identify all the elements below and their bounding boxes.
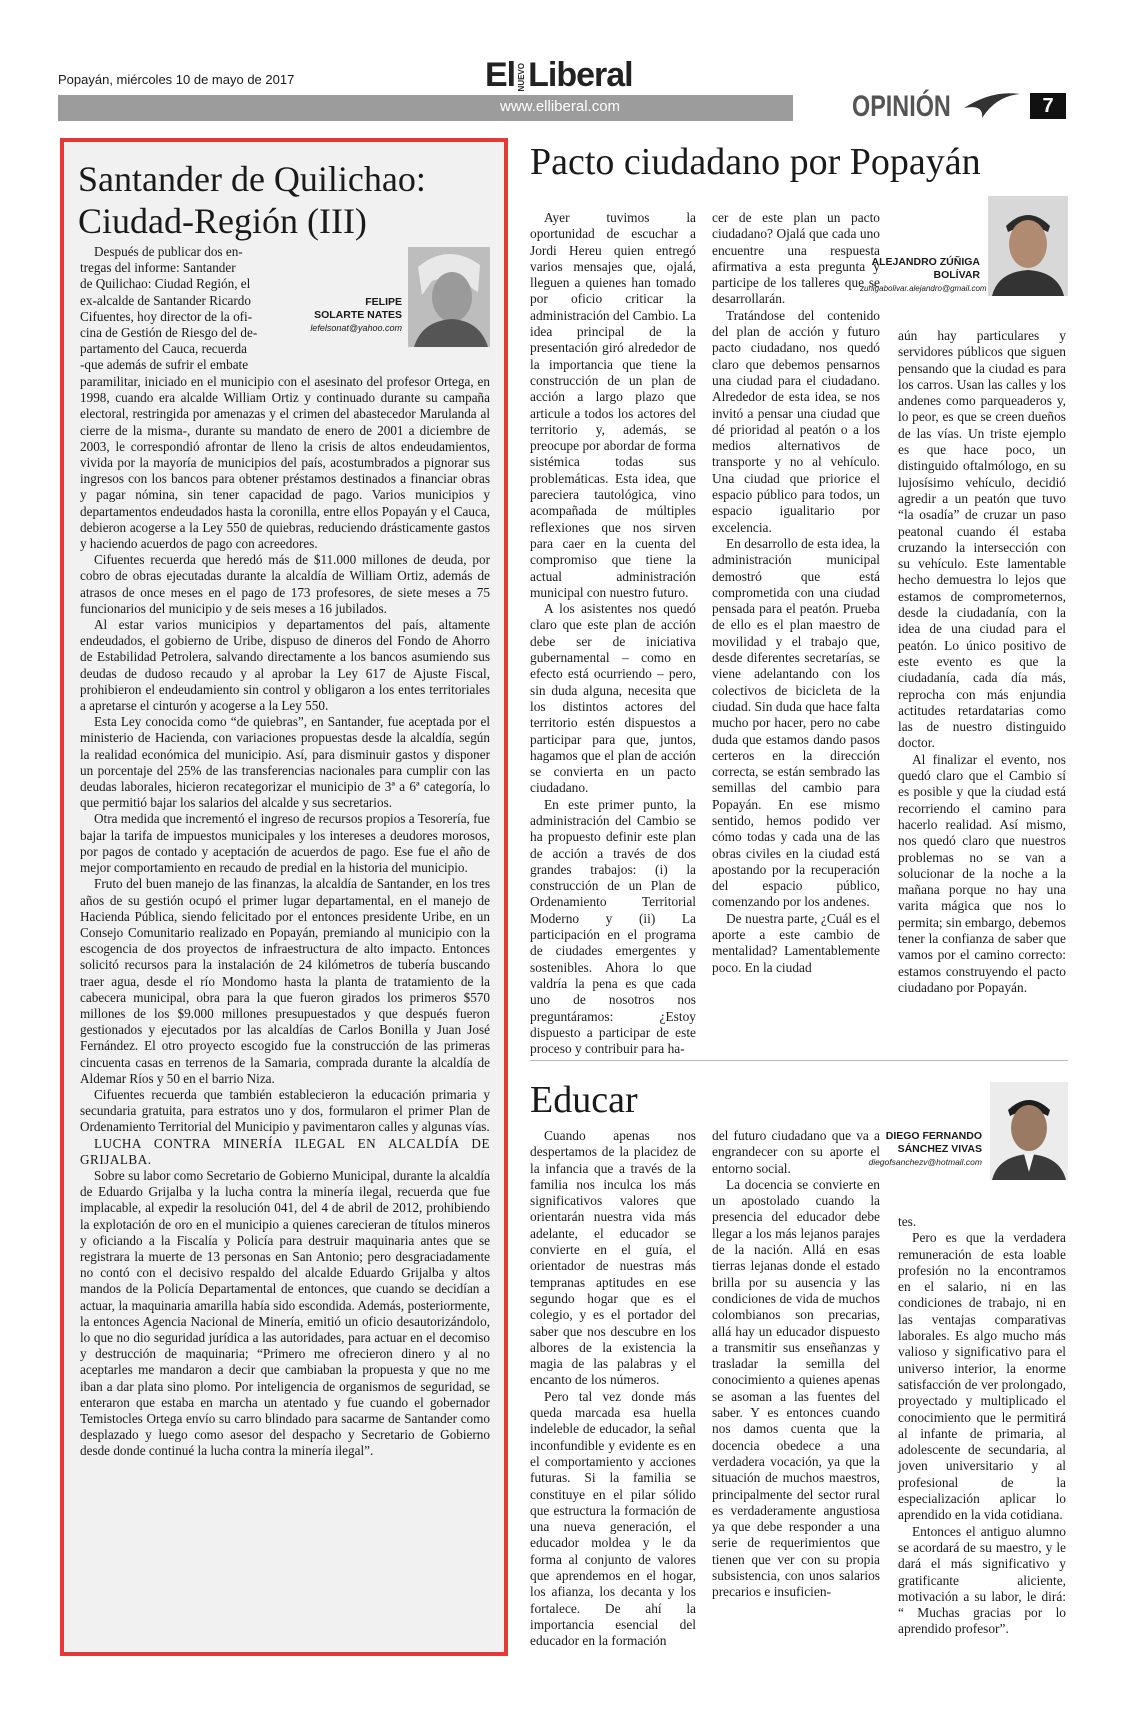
paragraph: del futuro ciudadano que va a engrandecer con su aporte el entorno social. — [712, 1128, 880, 1176]
section-label: OPINIÓN — [852, 90, 951, 123]
logo-liberal: Liberal — [528, 56, 633, 94]
paragraph: Entonces el antiguo alumno se acordará de su maestro, y le dará el más significativo y gratificante aliciente, motivación a su labor, le dirá: “ Muchas gracias por lo aprendido profesor”. — [898, 1523, 1066, 1637]
paragraph: cer de este plan un pacto ciudadano? Ojalá que cada uno encuentre una respuesta afirmativa a esta pregunta y participe de los talleres que se desarrollarán. — [712, 210, 880, 307]
intro-line: tregas del informe: Santander — [80, 260, 236, 276]
intro-line: ex-alcalde de Santander Ricardo — [80, 292, 251, 308]
website-url: www.elliberal.com — [500, 98, 621, 115]
author-name: ALEJANDRO ZÚÑIGA — [871, 256, 980, 268]
page-number: 7 — [1030, 93, 1066, 119]
educar-article-title: Educar — [530, 1079, 638, 1121]
author-photo — [408, 247, 490, 347]
paragraph: Tratándose del contenido del plan de acción y futuro pacto ciudadano, nos quedó claro que debemos pensarnos una ciudad para el ciudadano. Alrededor de esta idea, se nos invitó a pensar una ciudad que dé prioridad al peatón o a los medios alternativos de transporte y no al vehículo. Una ciudad que priorice el espacio público para todos, un espacio igualitario por excelencia. — [712, 307, 880, 535]
paragraph: Otra medida que incrementó el ingreso de recursos propios a Tesorería, fue bajar la tarifa de impuestos municipales y los intereses a deudores morosos, por pagos de contado y aceptación de acuerdos de pago. Ese fue el año de mejor comportamiento en recaudo de predial en la historia del municipio. — [80, 811, 490, 876]
intro-line: cina de Gestión de Riesgo del de- — [80, 325, 258, 341]
logo-el: El — [485, 56, 516, 94]
paragraph: paramilitar, iniciado en el municipio con el asesinato del profesor Ortega, en 1998, cuando era alcalde William Ortiz y continuado durante su campaña electoral, restringida por amenazas y el crimen del abastecedor Marulanda al cierre de la misma-, durante su mandato de enero de 2001 a diciembre de 2003, le correspondió afrontar de lleno la crisis de altos endeudamientos, vivida por la mayoría de municipios del país, acostumbrados a pignorar sus ingresos con los bancos para obtener préstamos destinados a financiar obras y pagar nómina, sin tener capacidad de pago. Varios municipios y departamentos endeudados hasta la coronilla, entre ellos Popayán y el Cauca, debieron acogerse a la Ley 550 de quiebras, reduciendo drásticamente gastos y haciendo acuerdos de pago con acreedores. — [80, 374, 490, 552]
author-name: SÁNCHEZ VIVAS — [897, 1143, 982, 1155]
author-name: SOLARTE NATES — [314, 309, 402, 321]
author-name: DIEGO FERNANDO — [885, 1130, 982, 1142]
pacto-column-1 — [530, 210, 696, 1057]
paragraph: Fruto del buen manejo de las finanzas, la alcaldía de Santander, en los tres años de su gestión ocupó el primer lugar departamental, en el manejo de Hacienda Pública, siendo felicitado por el entonces presidente Uribe, en un Consejo Comunitario realizado en Popayán, premiando al municipio con la escogencia de dos proyectos de infraestructura de alto impacto. Entonces solicitó recursos para la instalación de 24 kilómetros de tubería buscando traer agua, desde el río Mondomo hasta la planta de tratamiento de la cabecera municipal, obra para la que fueron girados los primeros $570 millones de los $9.000 millones presupuestados y que después fueron gestionados y ejecutados por las alcaldías de Carlos Bonilla y Juan José Fernández. El otro proyecto escogido fue la construcción de las primeras cincuenta casas en terrenos de la Samaria, comprada durante la alcaldía de Aldemar Ríos y 50 en el barrio Niza. — [80, 876, 490, 1086]
pacto-column-3 — [898, 328, 1066, 996]
intro-line: Cifuentes, hoy director de la ofi- — [80, 308, 253, 324]
paragraph: Cifuentes recuerda que heredó más de $11.000 millones de deuda, por cobro de obras ejecutadas durante la alcaldía de William Ortiz, además de atrasos de once meses en el pago de 173 profesores, de siete meses a 75 funcionarios del municipio y de seis meses a 16 jubilados. — [80, 552, 490, 616]
header-band — [58, 95, 793, 121]
intro-line: partamento del Cauca, recuerda — [80, 341, 247, 357]
paragraph: Al estar varios municipios y departamentos del país, altamente endeudados, el gobierno de Uribe, dispuso de dineros del Fondo de Ahorro de Estabilidad Petrolera, salvando directamente a los bancos asumiendo sus deudas de dudoso recaudo y al aprobar la Ley 617 de Ajuste Fiscal, prohibieron el endeudamiento sin control y obligaron a los entes territoriales a apretarse el cinturón y acogerse a la Ley 550. — [80, 617, 490, 714]
paragraph: La docencia se convierte en un apostolado cuando la presencia del educador debe llegar a los más lejanos parajes de la nación. Allá en esas tierras lejanas donde el estado brilla por su ausencia y las condiciones de vida de muchos colombianos son precarias, allá hay un educador dispuesto a transmitir sus enseñanzas y trasladar la semilla del conocimiento a quienes apenas se asoman a las fuentes del saber. Y es entonces cuando nos damos cuenta que la docencia obedece a una verdadera vocación, ya que la situación de muchos maestros, principalmente del sector rural es verdaderamente angustiosa ya que debe responder a una serie de requerimientos que tienen que ver con su propia subsistencia, con unos salarios precarios e insuficien- — [712, 1176, 880, 1600]
dateline: Popayán, miércoles 10 de mayo de 2017 — [58, 72, 295, 87]
author-name: BOLÍVAR — [933, 269, 980, 281]
author-photo — [988, 196, 1068, 296]
newspaper-logo — [485, 56, 633, 95]
logo-nuevo: NUEVO — [517, 62, 527, 92]
educar-column-2 — [712, 1128, 880, 1601]
educar-column-1 — [530, 1128, 696, 1650]
swoosh-icon — [962, 88, 1022, 122]
paragraph: Cifuentes recuerda que también establecieron la educación primaria y secundaria gratuita, para estratos uno y dos, formularon el primer Plan de Ordenamiento Territorial del Municipio y pavimentaron calles y algunas vías. — [80, 1086, 490, 1135]
left-article-intro — [80, 244, 288, 374]
paragraph: Pero tal vez donde más queda marcada esa huella indeleble de educador, la señal inconfundible y evidente es en el comportamiento y acciones futuras. Si la familia se constituye en el pilar sólido que estructura la formación de una nueva generación, el educador moldea y le da forma al conjunto de valores que aprendemos en el hogar, los afianza, los decanta y los fortalece. De ahí la importancia esencial del educador en la formación — [530, 1388, 696, 1649]
subheading: LUCHA CONTRA MINERÍA ILEGAL EN ALCALDÍA DE GRIJALBA. — [80, 1135, 490, 1167]
paragraph: Esta Ley conocida como “de quiebras”, en Santander, fue aceptada por el ministerio de Hacienda, con variaciones propuestas desde la alcaldía, según la realidad económica del municipio. Así, para disminuir gastos y disponer un porcentaje del 25% de las transferencias nacionales para cumplir con las deudas laborales, hicieron recategorizar el municipio de 3ª a 6ª categoría, lo que permitió bajar los salarios del alcalde y sus secretarios. — [80, 714, 490, 811]
paragraph: Pero es que la verdadera remuneración de esta loable profesión no la encontramos en el salario, ni en las condiciones de trabajo, ni en las ventajas comparativas laborales. Es algo mucho más valioso y significativo para el universo interior, la enorme satisfacción de ver prolongado, proyectado y multiplicado el conocimiento que le permitirá al infante de primaria, al adolescente de secundaria, al joven universitario y al profesional de la especialización aplicar lo aprendido en la vida cotidiana. — [898, 1230, 1066, 1523]
article-divider — [530, 1060, 1068, 1061]
intro-line: de Quilichao: Ciudad Región, el — [80, 276, 251, 292]
author-email: zunigabolivar.alejandro@gmail.com — [860, 284, 987, 293]
paragraph: tes. — [898, 1214, 917, 1229]
author-photo — [990, 1082, 1068, 1180]
paragraph: Cuando apenas nos despertamos de la placidez de la infancia que a través de la familia nos inculca los más significativos valores que orientarán nuestra vida más adelante, el educador se convierte en el guía, el orientador de nuestras más tempranas aptitudes en ese segundo hogar que es el colegio, y es el portador del saber que nos descubre en los albores de la existencia la magia de las palabras y el encanto de los números. — [530, 1128, 696, 1388]
paragraph: aún hay particulares y servidores públicos que siguen pensando que la ciudad es para los carros. Usan las calles y los andenes como parqueaderos y, lo peor, es que se creen dueños de las vías. Un triste ejemplo es que hace poco, un distinguido oftalmólogo, en su lujosísimo vehículo, decidió agredir a un peatón que tuvo “la osadía” de cruzar un paso peatonal cuando él estaba cruzando la intersección con su vehículo. Este lamentable hecho demuestra lo lejos que estamos de comprometernos, desde la ciudadanía, con la idea de una ciudad para el peatón. Lo único positivo de este evento es que la ciudadanía, cada día más, reprocha con más enjundia actitudes retardatarias como las de nuestro distinguido doctor. — [898, 328, 1066, 751]
pacto-column-2 — [712, 210, 880, 976]
left-author-byline — [300, 296, 402, 335]
left-article-title: Santander de Quilichao: Ciudad-Región (III) — [78, 159, 426, 241]
paragraph: Sobre su labor como Secretario de Gobierno Municipal, durante la alcaldía de Eduardo Grijalba y la lucha contra la minería ilegal, recuerda que fue implacable, al expedir la resolución 041, del 4 de abril de 2012, prohibiendo la explotación de oro en el municipio a quienes carecieran de títulos mineros y oficiando a la Fiscalía y Policía para destruir maquinaria antes que se registrara la muerte de 13 personas en San Antonio; pero desgraciadamente no contó con el decisivo respaldo del alcalde Eduardo Grijalba y altos mandos de la Policía Departamental de entonces, que cuando se decidían a actuar, la maquinaria amarilla había sido escondida. Además, posteriormente, la entonces Agencia Nacional de Minería, emitió un oficio desautorizándolo, lo que no dio seguridad jurídica a las autoridades, para actuar en el decomiso y destrucción de maquinaria; “Primero me ofrecieron dinero y al no aceptarles me mandaron a decir que cambiaban la propuesta y que no me iban a dar plata sino plomo. Por inteligencia de organismos de seguridad, se enteraron que estaba en marcha un atentado y fue cuando el gobernador Temistocles Ortega envío su carro blindado para sacarme de Santander como desplazado y luego como asesor del despacho y Secretario de Gobierno desde donde continué la lucha contra la minería ilegal”. — [80, 1167, 490, 1459]
paragraph: De nuestra parte, ¿Cuál es el aporte a este cambio de mentalidad? Lamentablemente poco. En la ciudad — [712, 910, 880, 975]
pacto-article-title: Pacto ciudadano por Popayán — [530, 141, 981, 183]
left-article-body — [80, 374, 490, 1460]
author-email: lefelsonat@yahoo.com — [310, 323, 402, 333]
author-name: FELIPE — [365, 296, 402, 308]
paragraph: En este primer punto, la administración del Cambio se ha propuesto definir este plan de acción a través de dos grandes trabajos: (i) la construcción de un Plan de Ordenamiento Territorial Moderno y (ii) La participación en el programa de ciudades emergentes y sostenibles. Ahora lo que valdría la pena es que cada uno de nosotros nos preguntáramos: ¿Estoy dispuesto a participar de este proceso y contribuir para ha- — [530, 796, 696, 1057]
author-email: diegofsanchezv@hotmail.com — [868, 1157, 982, 1167]
educar-column-3 — [898, 1214, 1066, 1638]
intro-line: Después de publicar dos en- — [94, 244, 243, 259]
paragraph: Ayer tuvimos la oportunidad de escuchar a Jordi Hereu quien entregó varios mensajes que, ojalá, lleguen a quienes han tomado por oficio criticar la administración del Cambio. La idea principal de la presentación giró alrededor de la importancia que tiene la construcción de un plan de acción a largo plazo que articule a todos los actores del territorio y, además, se preocupe por abordar de forma sistémica todas sus problemáticas. Esta idea, que pareciera tautológica, vino acompañada de múltiples reflexiones que nos sirven para caer en la cuenta del compromiso que tiene la actual administración municipal con nuestro futuro. — [530, 210, 696, 600]
paragraph: A los asistentes nos quedó claro que este plan de acción debe ser de iniciativa gubernamental – como en efecto está ocurriendo – pero, sin duda alguna, necesita que los distintos actores del territorio estén dispuestos a participar para que, juntos, hagamos que el plan de acción se convierta en un pacto ciudadano. — [530, 601, 696, 796]
paragraph: En desarrollo de esta idea, la administración municipal demostró que está comprometida con una ciudad pensada para el peatón. Prueba de ello es el plan maestro de movilidad y el trabajo que, desde diferentes secretarías, se viene adelantando con los colectivos de bicicleta de la ciudad. Sin duda que hace falta mucho por hacer, pero no cabe duda que estamos dando pasos certeros en la dirección correcta, se están sembrado las semillas del cambio para Popayán. En ese mismo sentido, hemos podido ver cómo todas y cada una de las obras civiles en la ciudad está apostando por la recuperación del espacio público, comenzando por los andenes. — [712, 535, 880, 910]
intro-line: -que además de sufrir el embate — [80, 357, 249, 373]
paragraph: Al finalizar el evento, nos quedó claro que el Cambio sí es posible y que la ciudad está recorriendo el camino para hacerlo realidad. Así mismo, nos quedó claro que nuestros problemas no se van a solucionar de la noche a la mañana porque no hay una varita mágica que nos lo permita; sin embargo, debemos tener la confianza de saber que vamos por el camino correcto: estamos construyendo el pacto ciudadano por Popayán. — [898, 751, 1066, 995]
